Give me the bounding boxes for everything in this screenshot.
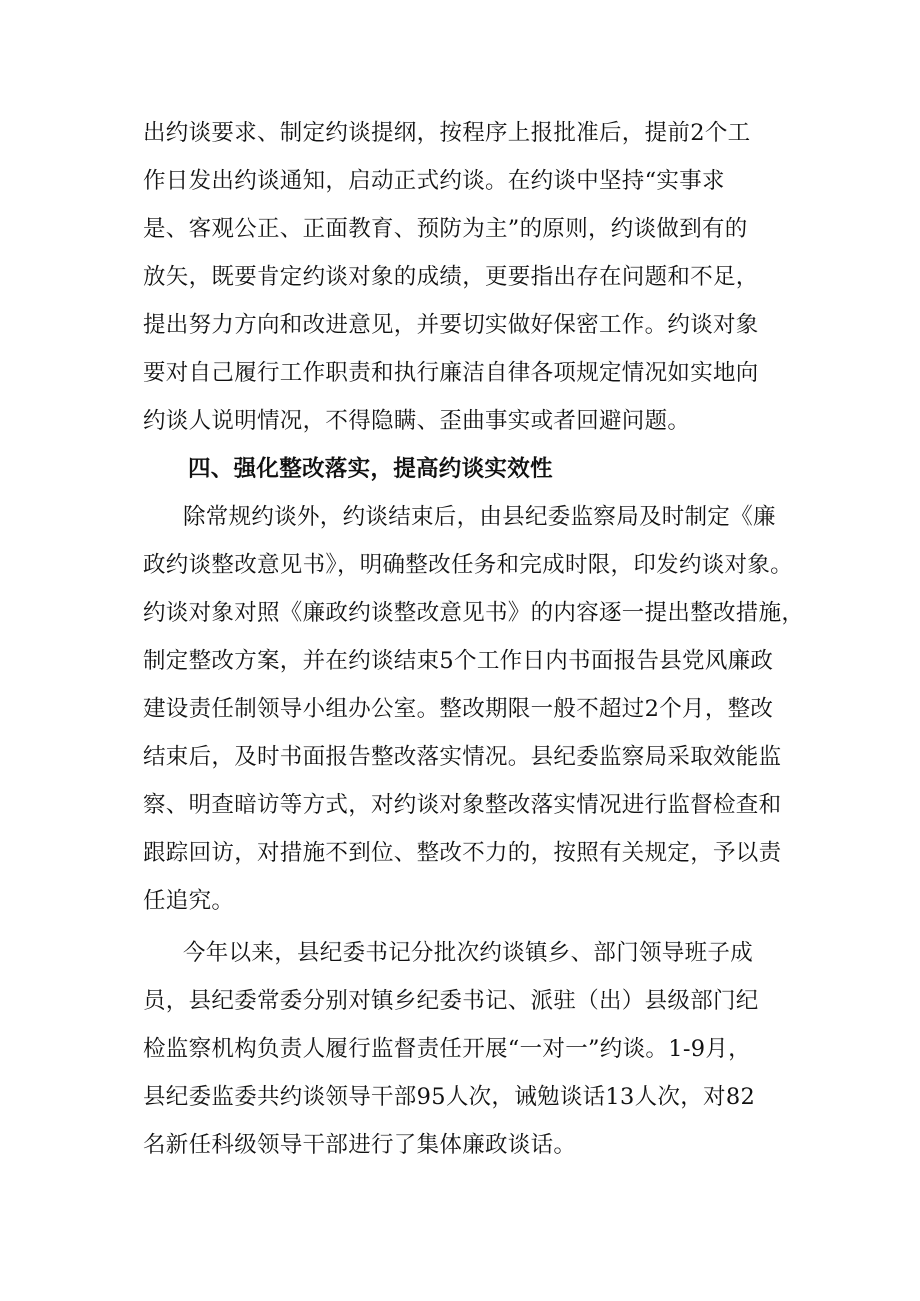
paragraph-1-line: 放矢，既要肯定约谈对象的成绩，更要指出存在问题和不足， <box>143 264 759 290</box>
section-heading: 四、强化整改落实，提高约谈实效性 <box>188 456 553 482</box>
paragraph-3-line: 今年以来，县纪委书记分批次约谈镇乡、部门领导班子成 <box>183 940 754 966</box>
paragraph-2-line: 政约谈整改意见书》，明确整改任务和完成时限，印发约谈对象。 <box>143 552 793 578</box>
paragraph-2-line: 跟踪回访，对措施不到位、整改不力的，按照有关规定，予以责 <box>143 840 782 866</box>
paragraph-2-line: 任追究。 <box>143 888 235 914</box>
paragraph-1-line: 出约谈要求、制定约谈提纲，按程序上报批准后，提前2个工 <box>143 120 751 146</box>
paragraph-3-line: 名新任科级领导干部进行了集体廉政谈话。 <box>143 1132 577 1158</box>
paragraph-2-line: 除常规约谈外，约谈结束后，由县纪委监察局及时制定《廉 <box>183 504 776 530</box>
paragraph-1-line: 提出努力方向和改进意见，并要切实做好保密工作。约谈对象 <box>143 312 759 338</box>
paragraph-1-line: 是、客观公正、正面教育、预防为主”的原则，约谈做到有的 <box>143 216 748 242</box>
paragraph-2-line: 结束后，及时书面报告整改落实情况。县纪委监察局采取效能监 <box>143 744 782 770</box>
paragraph-2-line: 约谈对象对照《廉政约谈整改意见书》的内容逐一提出整改措施， <box>143 600 805 626</box>
paragraph-3-line: 县纪委监委共约谈领导干部95人次，诫勉谈话13人次，对82 <box>143 1084 756 1110</box>
paragraph-3-line: 检监察机构负责人履行监督责任开展“一对一”约谈。1-9月， <box>143 1036 751 1062</box>
paragraph-2-line: 建设责任制领导小组办公室。整改期限一般不超过2个月，整改 <box>143 696 774 722</box>
paragraph-1-line: 要对自己履行工作职责和执行廉洁自律各项规定情况如实地向 <box>143 360 759 386</box>
paragraph-3-line: 员，县纪委常委分别对镇乡纪委书记、派驻（出）县级部门纪 <box>143 988 759 1014</box>
paragraph-1-line: 作日发出约谈通知，启动正式约谈。在约谈中坚持“实事求 <box>143 168 725 194</box>
paragraph-2-line: 察、明查暗访等方式，对约谈对象整改落实情况进行监督检查和 <box>143 792 782 818</box>
paragraph-2-line: 制定整改方案，并在约谈结束5个工作日内书面报告县党风廉政 <box>143 648 774 674</box>
paragraph-1-line: 约谈人说明情况，不得隐瞒、歪曲事实或者回避问题。 <box>143 408 691 434</box>
